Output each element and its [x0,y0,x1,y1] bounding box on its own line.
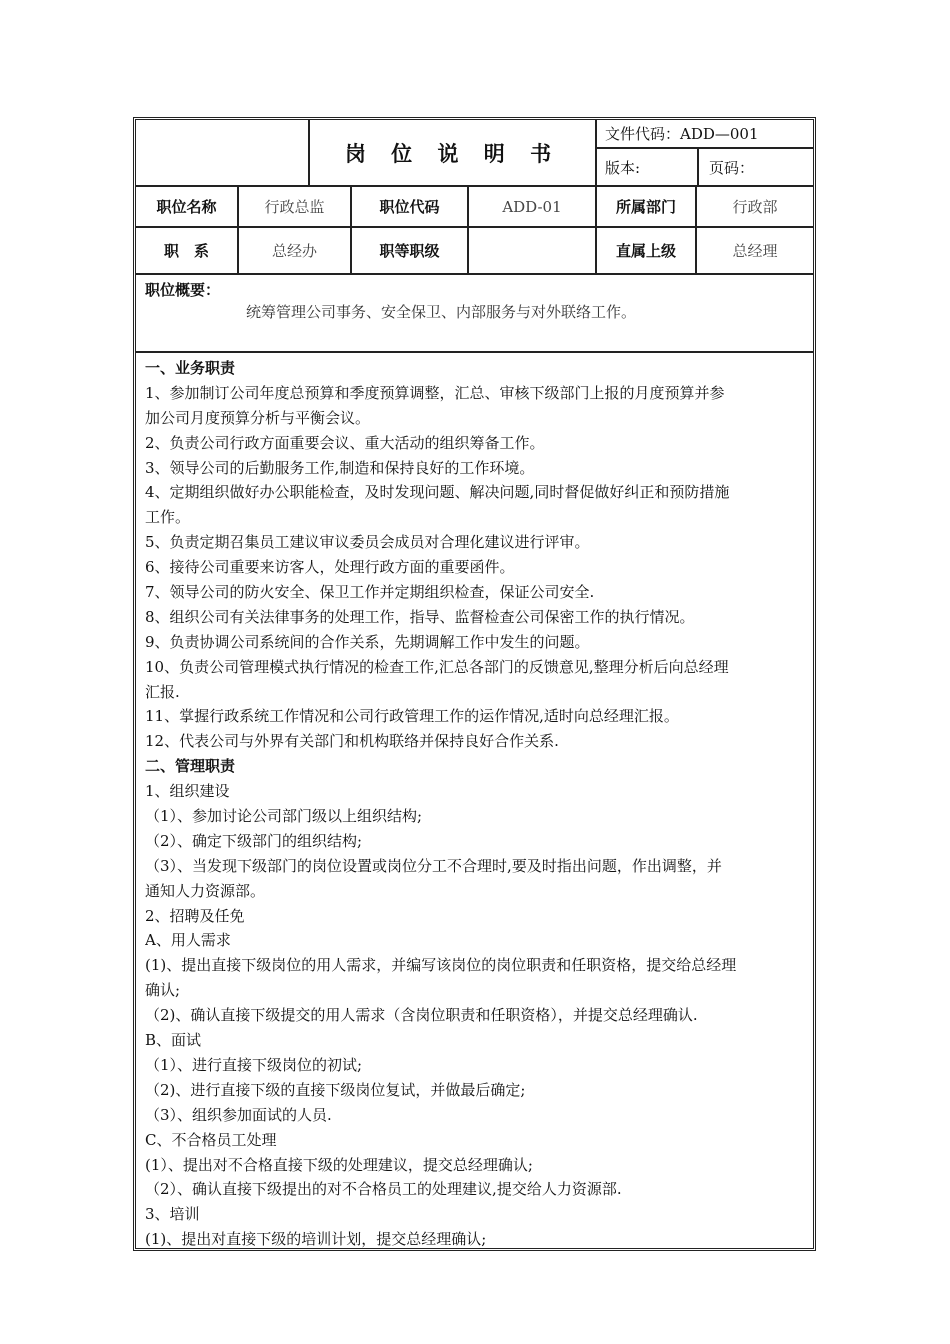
duty-line: 8、组织公司有关法律事务的处理工作，指导、监督检查公司保密工作的执行情况。 [145,607,695,626]
duty-line: （2）、确定下级部门的组织结构; [145,831,363,850]
info-row-1 [136,187,813,228]
duty-line: （2）、确认直接下级提出的对不合格员工的处理建议,提交给人力资源部. [145,1180,622,1199]
file-code: 文件代码：ADD—001 [597,120,813,149]
duty-line: 12、代表公司与外界有关部门和机构联络并保持良好合作关系. [145,732,559,751]
relation-label: 职 系 [163,242,209,260]
duty-line: 2、招聘及任免 [145,906,245,925]
summary-label: 职位概要： [145,281,221,299]
section-heading: 一、业务职责 [145,359,236,377]
duty-line: （1）、参加讨论公司部门级以上组织结构; [145,807,423,826]
duty-line: 3、领导公司的后勤服务工作,制造和保持良好的工作环境。 [145,458,535,477]
duty-line: 2、负责公司行政方面重要会议、重大活动的组织筹备工作。 [145,433,545,452]
duty-line: 通知人力资源部。 [145,881,266,900]
duty-line: 4、定期组织做好办公职能检查，及时发现问题、解决问题,同时督促做好纠正和预防措施 [145,483,730,502]
relation-value: 总经办 [237,228,350,273]
superior-label: 直属上级 [595,228,695,273]
position-code-value: ADD-01 [467,187,595,226]
duty-line: （3）、当发现下级部门的岗位设置或岗位分工不合理时,要及时指出问题，作出调整，并 [145,856,722,875]
position-code-label: 职位代码 [350,187,467,226]
job-description-document [133,117,816,1251]
grade-value [467,228,595,273]
header-blank-cell [136,120,308,185]
duty-line: A、用人需求 [145,931,231,950]
section-heading: 二、管理职责 [145,757,236,776]
grade-label: 职等职级 [350,228,467,273]
duty-line: 10、负责公司管理模式执行情况的检查工作,汇总各部门的反馈意见,整理分析后向总经理 [145,657,729,676]
document-title: 岗 位 说 明 书 [308,120,595,185]
header-row [136,120,813,187]
duty-line: 11、掌握行政系统工作情况和公司行政管理工作的运作情况,适时向总经理汇报。 [145,707,679,726]
duty-line: 9、负责协调公司系统间的合作关系，先期调解工作中发生的问题。 [145,632,590,651]
duty-line: （3）、组织参加面试的人员. [145,1105,332,1124]
duty-line: (1)、提出直接下级岗位的用人需求，并编写该岗位的岗位职责和任职资格，提交给总经理 [145,956,737,975]
duty-line: (1）、提出对不合格直接下级的处理建议，提交总经理确认; [145,1155,533,1174]
superior-value: 总经理 [695,228,813,273]
duty-line: C、不合格员工处理 [145,1130,277,1149]
duty-line: 确认; [145,981,181,1000]
duty-line: （2)、进行直接下级的直接下级岗位复试，并做最后确定; [145,1080,526,1099]
duty-line: (1)、提出对直接下级的培训计划，提交总经理确认; [145,1230,487,1249]
duty-line: 1、参加制订公司年度总预算和季度预算调整，汇总、审核下级部门上报的月度预算并参 [145,383,725,402]
duty-line: 汇报. [145,682,180,701]
duty-line: B、面试 [145,1031,202,1050]
duty-line: （1）、进行直接下级岗位的初试; [145,1055,363,1074]
page-label: 页码： [697,149,813,185]
duty-line: 工作。 [145,508,191,527]
department-label: 所属部门 [595,187,695,226]
duty-line: （2)、确认直接下级提交的用人需求（含岗位职责和任职资格），并提交总经理确认. [145,1006,698,1025]
summary-text: 统筹管理公司事务、安全保卫、内部服务与对外联络工作。 [246,303,637,321]
department-value: 行政部 [695,187,813,226]
info-row-2 [136,228,813,275]
position-name-value: 行政总监 [237,187,350,226]
summary-row [136,275,813,353]
duties-section [145,356,805,1252]
duty-line: 1、组织建设 [145,782,230,801]
duty-line: 7、领导公司的防火安全、保卫工作并定期组织检查，保证公司安全. [145,583,595,602]
header-meta-cell [595,120,813,185]
duty-line: 3、培训 [145,1205,200,1224]
duty-line: 6、接待公司重要来访客人，处理行政方面的重要函件。 [145,558,515,577]
duty-line: 加公司月度预算分析与平衡会议。 [145,408,371,427]
position-name-label: 职位名称 [156,198,217,216]
version-label: 版本: [605,158,641,177]
duty-line: 5、负责定期召集员工建议审议委员会成员对合理化建议进行评审。 [145,533,590,552]
